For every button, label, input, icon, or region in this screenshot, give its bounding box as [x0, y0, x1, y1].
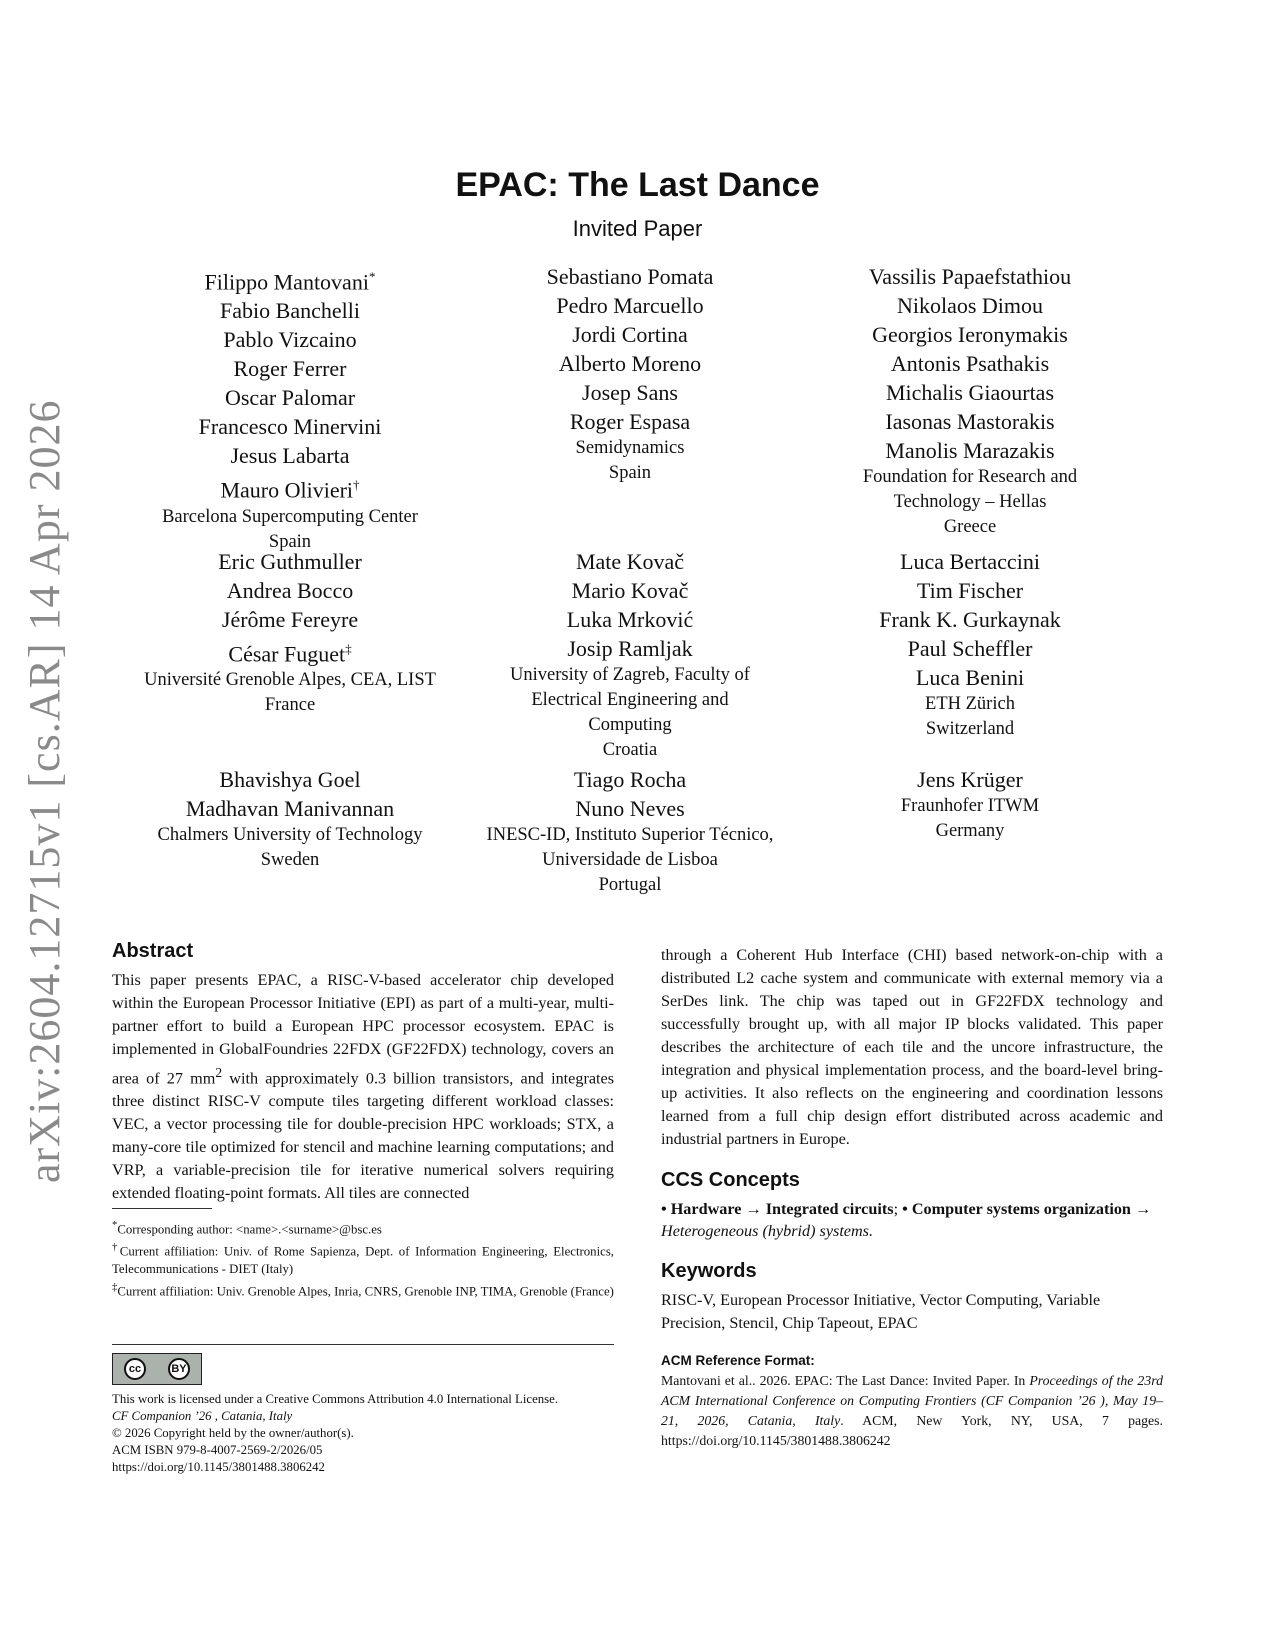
author-group	[120, 547, 460, 718]
right-column	[661, 944, 1163, 1451]
affiliation-line: Greece	[943, 517, 997, 537]
author-name: Tim Fischer	[916, 578, 1024, 603]
author-name: Francesco Minervini	[198, 414, 382, 440]
author-name: Josip Ramljak	[567, 636, 693, 661]
author-name: Mauro Olivieri†	[220, 477, 360, 503]
author-name: Vassilis Papaefstathiou	[868, 264, 1072, 289]
author-name: Manolis Marazakis	[885, 438, 1055, 463]
affiliation-line: ETH Zürich	[925, 694, 1015, 714]
license-block	[112, 1344, 614, 1476]
paper-title: EPAC: The Last Dance	[455, 166, 820, 204]
author-name: Oscar Palomar	[224, 385, 356, 411]
by-icon: BY	[168, 1358, 190, 1380]
affiliation-line: Germany	[935, 821, 1005, 841]
author-name: Frank K. Gurkaynak	[879, 607, 1061, 632]
author-name: Mario Kovač	[571, 578, 689, 603]
author-name: Luca Benini	[915, 665, 1025, 690]
affiliation-line: Portugal	[598, 875, 662, 895]
author-name: Josep Sans	[582, 380, 678, 405]
isbn: ACM ISBN 979-8-4007-2569-2/2026/05	[112, 1443, 323, 1457]
license-text: This work is licensed under a Creative Commons Attribution 4.0 International License.	[112, 1392, 559, 1406]
author-name: Andrea Bocco	[226, 578, 354, 603]
affiliation-line: Semidynamics	[575, 438, 685, 458]
acm-reference-section	[661, 1353, 1163, 1451]
affiliation-line: Electrical Engineering and	[531, 690, 729, 710]
ccs-concepts: • Hardware → Integrated circuits; • Computer systems organization → Heterogeneous (hybrid) systems.	[661, 1200, 1152, 1240]
author-name: Eric Guthmuller	[218, 549, 362, 574]
affiliation-line: Computing	[588, 715, 672, 735]
author-name: Pedro Marcuello	[556, 293, 704, 318]
author-group	[120, 262, 460, 555]
copyright: © 2026 Copyright held by the owner/author(s).	[112, 1426, 354, 1440]
author-name: Tiago Rocha	[573, 767, 687, 792]
abstract-section	[112, 940, 614, 1205]
author-name: Jesus Labarta	[230, 443, 350, 469]
arxiv-stamp: arXiv:2604.12715v1 [cs.AR] 14 Apr 2026	[20, 399, 69, 1183]
author-name: Pablo Vizcaino	[223, 327, 357, 353]
author-name: Roger Espasa	[569, 409, 691, 434]
affiliation-line: Croatia	[602, 740, 658, 760]
footnote-rule	[112, 1208, 212, 1209]
author-name: Alberto Moreno	[558, 351, 702, 376]
author-name: Sebastiano Pomata	[546, 264, 714, 289]
author-name: Michalis Giaourtas	[885, 380, 1055, 405]
author-name: Jordi Cortina	[572, 322, 688, 347]
abstract-heading: Abstract	[112, 940, 194, 962]
affiliation-line: Barcelona Supercomputing Center	[162, 506, 418, 527]
affiliation-line: Foundation for Research and	[862, 467, 1078, 487]
footnote-2: †Current affiliation: Univ. of Rome Sapienza, Dept. of Information Engineering, Electronics, Telecommunications - DIET (Italy)	[112, 1242, 614, 1276]
author-name: Iasonas Mastorakis	[885, 409, 1055, 434]
keywords-section	[661, 1260, 1163, 1335]
author-name: Paul Scheffler	[907, 636, 1033, 661]
author-name: Mate Kovač	[575, 549, 685, 574]
author-name: Nikolaos Dimou	[896, 293, 1044, 318]
affiliation-line: Spain	[608, 463, 652, 483]
paper-subtitle: Invited Paper	[572, 216, 703, 241]
footnote-1: *Corresponding author: <name>.<surname>@bsc.es	[112, 1220, 382, 1237]
affiliation-line: France	[264, 695, 316, 716]
ccs-section	[661, 1169, 1163, 1242]
author-name: Luca Bertaccini	[900, 549, 1040, 574]
license-rule	[112, 1344, 614, 1345]
abstract-text: This paper presents EPAC, a RISC-V-based accelerator chip developed within the European Processor Initiative (EPI) as part of a multi-year, multi-partner effort to build a European HPC processor ecosystem. EPAC is implemented in GlobalFoundries 22FDX (GF22FDX) technology, covers an area of 27 $mm^2$ with approximately 0.3 billion transistors, and integrates three distinct RISC-V compute tiles targeting different workload classes: VEC, a vector processing tile for double-precision HPC workloads; STX, a many-core tile optimized for stencil and machine learning computations; and VRP, a variable-precision tile for iterative numerical solvers requiring extended floating-point formats. All tiles are connected	[112, 971, 614, 1203]
doi-link[interactable]: https://doi.org/10.1145/3801488.3806242	[112, 1460, 325, 1474]
author-group	[800, 547, 1140, 742]
affiliation-line: Sweden	[260, 850, 320, 870]
cc-icon: cc	[124, 1358, 146, 1380]
ccs-heading: CCS Concepts	[661, 1169, 800, 1191]
keywords-heading: Keywords	[661, 1260, 757, 1282]
footnote-3: ‡Current affiliation: Univ. Grenoble Alpes, Inria, CNRS, Grenoble INP, TIMA, Grenoble (France)	[112, 1281, 614, 1298]
author-group	[460, 765, 800, 898]
author-group	[460, 262, 800, 486]
affiliation-line: University of Zagreb, Faculty of	[510, 665, 750, 685]
affiliation-line: Switzerland	[925, 719, 1015, 739]
footnotes	[112, 1208, 614, 1301]
affiliation-line: Université Grenoble Alpes, CEA, LIST	[144, 670, 436, 691]
affiliation-line: Fraunhofer ITWM	[900, 796, 1040, 816]
author-name: César Fuguet‡	[228, 641, 352, 667]
keywords-text: RISC-V, European Processor Initiative, Vector Computing, Variable Precision, Stencil, Chip Tapeout, EPAC	[661, 1291, 1101, 1332]
author-name: Madhavan Manivannan	[185, 796, 395, 821]
affiliation-line: Spain	[268, 531, 312, 552]
author-name: Roger Ferrer	[233, 356, 347, 382]
affiliation-line: Chalmers University of Technology	[157, 825, 423, 845]
affiliation-line: INESC-ID, Instituto Superior Técnico,	[486, 825, 774, 845]
author-group	[120, 765, 460, 873]
author-group	[460, 547, 800, 763]
cc-by-badge[interactable]	[112, 1353, 202, 1385]
author-group	[800, 765, 1140, 844]
author-name: Filippo Mantovani*	[204, 269, 376, 295]
abstract-continued: through a Coherent Hub Interface (CHI) based network-on-chip with a distributed L2 cache system and communicate with external memory via a SerDes link. The chip was taped out in GF22FDX technology and successfully brought up, with all major IP blocks validated. This paper describes the architecture of each tile and the uncore infrastructure, the integration and physical implementation process, and the board-level bring-up activities. It also reflects on the engineering and coordination lessons learned from a full chip design effort distributed across academic and industrial partners in Europe.	[661, 946, 1163, 1148]
author-name: Antonis Psathakis	[890, 351, 1050, 376]
author-name: Fabio Banchelli	[220, 298, 360, 324]
author-group	[800, 262, 1140, 540]
author-name: Georgios Ieronymakis	[872, 322, 1068, 347]
affiliation-line: Technology – Hellas	[893, 492, 1047, 512]
author-name: Jens Krüger	[917, 767, 1023, 792]
acm-reference-heading: ACM Reference Format:	[661, 1353, 815, 1368]
author-name: Bhavishya Goel	[219, 767, 361, 792]
author-name: Nuno Neves	[575, 796, 685, 821]
affiliation-line: Universidade de Lisboa	[542, 850, 718, 870]
acm-reference-text: Mantovani et al.. 2026. EPAC: The Last Dance: Invited Paper. In Proceedings of the 23rd ACM International Conference on Computing Frontiers (CF Companion ’26 ), May 19–21, 2026, Catania, Italy. ACM, New York, NY, USA, 7 pages. https://doi.org/10.1145/3801488.3806242	[661, 1373, 1163, 1448]
author-name: Jérôme Fereyre	[221, 607, 359, 632]
author-name: Luka Mrković	[566, 607, 694, 632]
conference-venue: CF Companion ’26 , Catania, Italy	[112, 1409, 293, 1423]
